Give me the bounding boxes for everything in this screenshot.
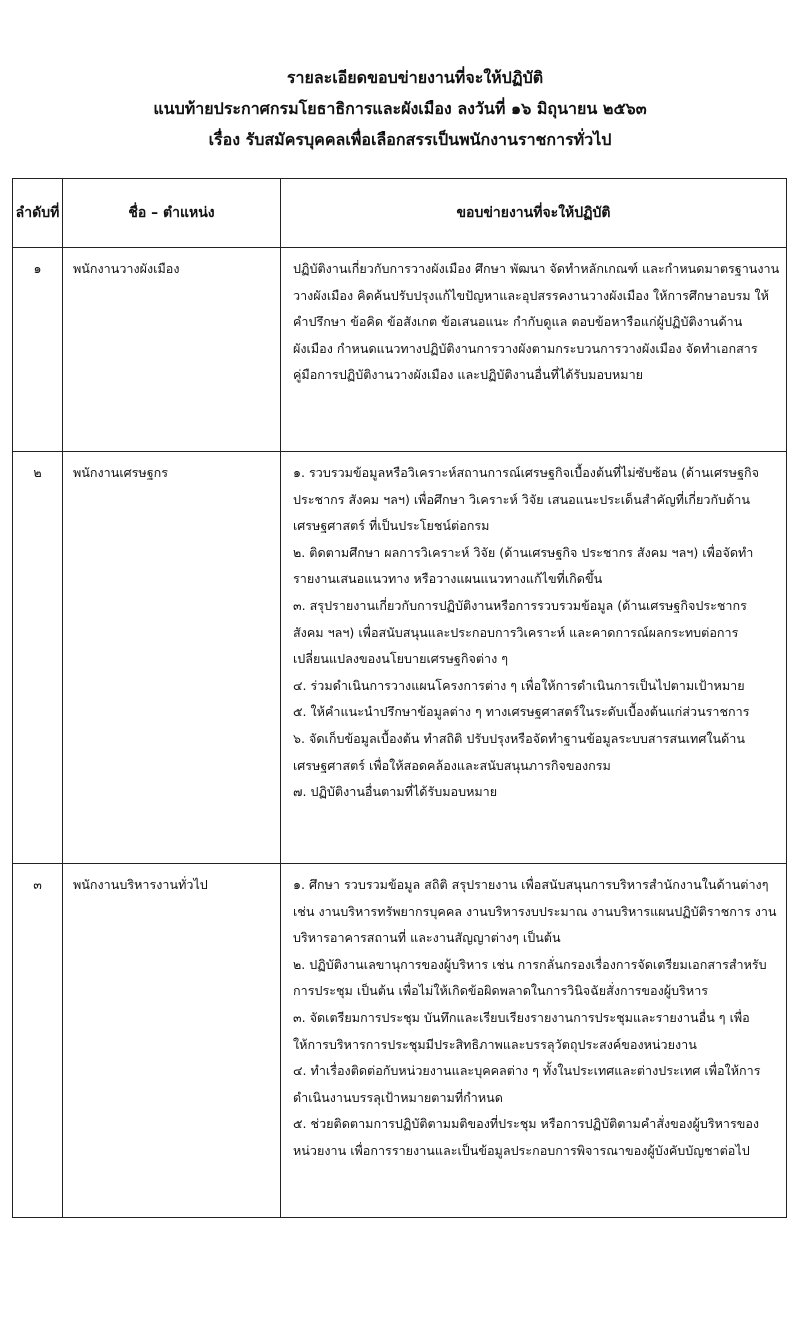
duty-item: ๓. สรุปรายงานเกี่ยวกับการปฏิบัติงานหรือการรวบรวมข้อมูล (ด้านเศรษฐกิจประชากร สังคม ฯลฯ) เพื่อสนับสนุนและประกอบการวิเคราะห์ และคาดการณ์ผลกระทบต่อการเปลี่ยนแปลงของนโยบายเศรษฐกิจต่าง ๆ — [293, 597, 747, 667]
table-row — [13, 452, 787, 864]
duty-item: ๒. ปฏิบัติงานเลขานุการของผู้บริหาร เช่น การกลั่นกรองเรื่องการจัดเตรียมเอกสารสำหรับการประชุม เป็นต้น เพื่อไม่ให้เกิดข้อผิดพลาดในการวินิจฉัยสั่งการของผู้บริหาร — [293, 956, 767, 999]
position-name: พนักงานบริหารงานทั่วไป — [63, 864, 281, 1218]
duty-item: ๔. ร่วมดำเนินการวางแผนโครงการต่าง ๆ เพื่อให้การดำเนินการเป็นไปตามเป้าหมาย — [293, 677, 745, 693]
duty-item: ๓. จัดเตรียมการประชุม บันทึกและเรียบเรียงรายงานการประชุมและรายงานอื่น ๆ เพื่อให้การบริหารการประชุมมีประสิทธิภาพและบรรลุวัตถุประสงค์ของหน่วยงาน — [293, 1009, 750, 1052]
job-scope-cell — [281, 248, 787, 452]
job-scope-table — [12, 178, 787, 1218]
row-number: ๒ — [13, 452, 63, 864]
header-name-position: ชื่อ – ตำแหน่ง — [63, 179, 281, 248]
position-name: พนักงานเศรษฐกร — [63, 452, 281, 864]
subject-line: เรื่อง รับสมัครบุคคลเพื่อเลือกสรรเป็นพนักงานราชการทั่วไป — [208, 130, 612, 149]
document-header — [0, 62, 800, 155]
header-order-number: ลำดับที่ — [13, 179, 63, 248]
duty-item: ๑. ศึกษา รวบรวมข้อมูล สถิติ สรุปรายงาน เพื่อสนับสนุนการบริหารสำนักงานในด้านต่างๆ เช่น งานบริหารทรัพยากรบุคคล งานบริหารงบประมาณ งานบริหารแผนปฏิบัติราชการ งานบริหารอาคารสถานที่ และงานสัญญาต่างๆ เป็นต้น — [293, 877, 777, 946]
row-number: ๑ — [13, 248, 63, 452]
duty-item: ๔. ทำเรื่องติดต่อกับหน่วยงานและบุคคลต่าง ๆ ทั้งในประเทศและต่างประเทศ เพื่อให้การดำเนินงานบรรลุเป้าหมายตามที่กำหนด — [293, 1063, 761, 1105]
duty-item: ๕. ให้คำแนะนำปรึกษาข้อมูลต่าง ๆ ทางเศรษฐศาสตร์ในระดับเบื้องต้นแก่ส่วนราชการ — [293, 704, 750, 720]
table-header-row — [13, 179, 787, 248]
row-number: ๓ — [13, 864, 63, 1218]
duty-item: ๕. ช่วยติดตามการปฏิบัติตามมติของที่ประชุม หรือการปฏิบัติตามคำสั่งของผู้บริหารของหน่วยงาน เพื่อการรายงานและเป็นข้อมูลประกอบการพิจารณาของผู้บังคับบัญชาต่อไป — [293, 1116, 760, 1158]
document-title: รายละเอียดขอบข่ายงานที่จะให้ปฏิบัติ — [286, 68, 544, 87]
duty-item: ๑. รวบรวมข้อมูลหรือวิเคราะห์สถานการณ์เศรษฐกิจเบื้องต้นที่ไม่ซับซ้อน (ด้านเศรษฐกิจ ประชากร สังคม ฯลฯ) เพื่อศึกษา วิเคราะห์ วิจัย เสนอแนะประเด็นสำคัญที่เกี่ยวกับด้านเศรษฐศาสตร์ ที่เป็นประโยชน์ต่อกรม — [293, 465, 760, 534]
position-name: พนักงานวางผังเมือง — [63, 248, 281, 452]
job-scope-cell — [281, 452, 787, 864]
table-row — [13, 248, 787, 452]
job-scope-cell — [281, 864, 787, 1218]
duty-item: ๗. ปฏิบัติงานอื่นตามที่ได้รับมอบหมาย — [293, 784, 498, 800]
duty-item: ๖. จัดเก็บข้อมูลเบื้องต้น ทำสถิติ ปรับปรุงหรือจัดทำฐานข้อมูลระบบสารสนเทศในด้านเศรษฐศาสตร์ เพื่อให้สอดคล้องและสนับสนุนภารกิจของกรม — [293, 730, 745, 773]
announcement-reference: แนบท้ายประกาศกรมโยธาธิการและผังเมือง ลงวันที่ ๑๖ มิถุนายน ๒๕๖๓ — [153, 99, 647, 118]
table-row — [13, 864, 787, 1218]
header-job-scope: ขอบข่ายงานที่จะให้ปฏิบัติ — [281, 179, 787, 248]
duty-item: ๒. ติดตามศึกษา ผลการวิเคราะห์ วิจัย (ด้านเศรษฐกิจ ประชากร สังคม ฯลฯ) เพื่อจัดทำรายงานเสนอแนวทาง หรือวางแผนแนวทางแก้ไขที่เกิดขึ้น — [293, 544, 754, 587]
duty-item: ปฏิบัติงานเกี่ยวกับการวางผังเมือง ศึกษา พัฒนา จัดทำหลักเกณฑ์ และกำหนดมาตรฐานงานวางผังเมือง คิดค้นปรับปรุงแก้ไขปัญหาและอุปสรรคงานวางผังเมือง ให้การศึกษาอบรม ให้คำปรึกษา ข้อคิด ข้อสังเกต ข้อเสนอแนะ กำกับดูแล ตอบข้อหารือแก่ผู้ปฏิบัติงานด้านผังเมือง กำหนดแนวทางปฏิบัติงานการวางผังตามกระบวนการวางผังเมือง จัดทำเอกสารคู่มือการปฏิบัติงานวางผังเมือง และปฏิบัติงานอื่นที่ได้รับมอบหมาย — [293, 261, 780, 383]
